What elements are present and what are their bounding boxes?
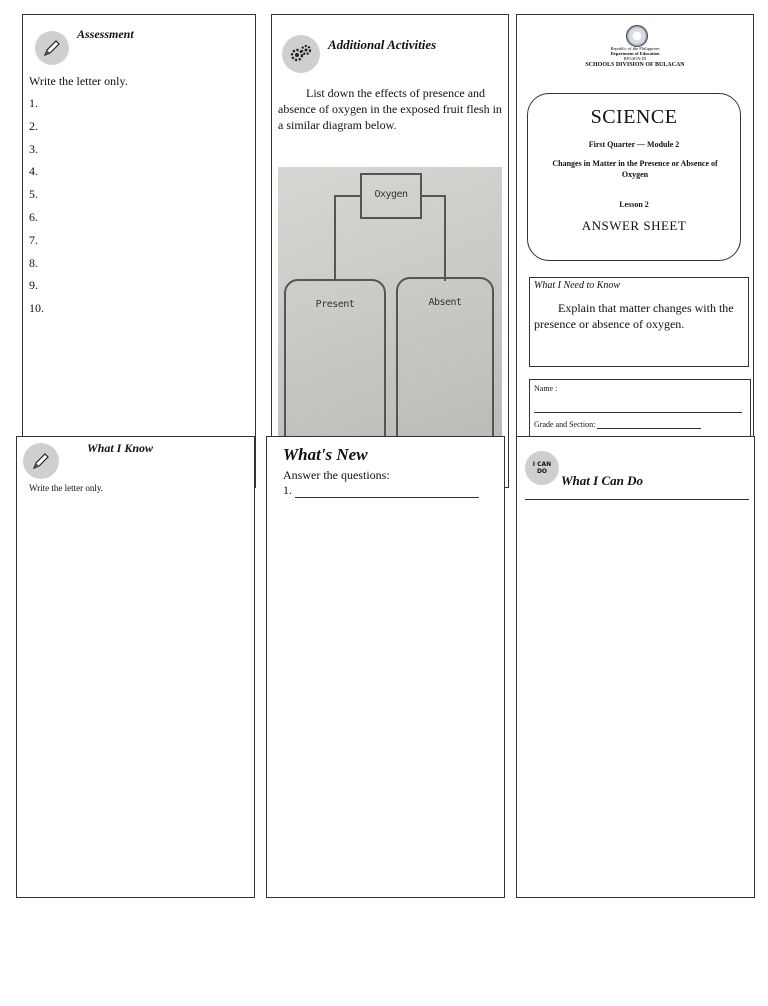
answer-item-6[interactable]: 6. bbox=[29, 209, 38, 224]
name-field[interactable] bbox=[534, 400, 742, 413]
answer-item-8[interactable]: 8. bbox=[29, 255, 38, 270]
title-card bbox=[527, 93, 741, 261]
whats-new-instruction: Answer the questions: bbox=[283, 468, 390, 482]
what-i-know-panel bbox=[16, 436, 255, 898]
assessment-answer-list bbox=[29, 95, 44, 323]
diagram-connector bbox=[422, 195, 446, 197]
gears-icon bbox=[282, 35, 320, 73]
answer-item-1[interactable]: 1. bbox=[29, 96, 38, 110]
cover-panel bbox=[516, 14, 754, 464]
additional-activities-title: Additional Activities bbox=[328, 37, 437, 52]
pencil-icon bbox=[23, 443, 59, 479]
deped-seal-icon bbox=[626, 25, 648, 47]
module-title: Changes in Matter in the Presence or Absence of Oxygen bbox=[552, 159, 718, 179]
what-i-can-do-answer-box[interactable] bbox=[525, 499, 749, 502]
grade-section-label: Grade and Section: bbox=[534, 420, 701, 429]
assessment-panel bbox=[22, 14, 256, 488]
seal-line-3: REGION III bbox=[623, 56, 647, 61]
assessment-instruction: Write the letter only. bbox=[29, 74, 128, 88]
what-i-know-instruction: Write the letter only. bbox=[29, 483, 104, 493]
what-i-know-title: What I Know bbox=[87, 441, 154, 455]
answer-item-9[interactable]: 9. bbox=[29, 278, 38, 293]
diagram-present-box: Present bbox=[284, 279, 386, 451]
answer-item-4[interactable]: 4. bbox=[29, 164, 38, 179]
subject-title: SCIENCE bbox=[590, 106, 678, 128]
quarter-module: First Quarter — Module 2 bbox=[588, 140, 680, 149]
pencil-icon bbox=[35, 31, 69, 65]
whats-new-item-1: 1. bbox=[283, 483, 479, 498]
whats-new-answer-field[interactable] bbox=[295, 485, 479, 498]
diagram-absent-box: Absent bbox=[396, 277, 494, 449]
answer-item-2[interactable]: 2. bbox=[29, 118, 38, 133]
diagram-oxygen-box: Oxygen bbox=[360, 173, 422, 219]
answer-item-7[interactable]: 7. bbox=[29, 232, 38, 247]
diagram-photo bbox=[278, 167, 502, 457]
what-i-can-do-title: What I Can Do bbox=[561, 473, 643, 488]
diagram-connector bbox=[444, 195, 446, 281]
seal-line-2: Department of Education bbox=[610, 51, 660, 56]
whats-new-panel bbox=[266, 436, 505, 898]
diagram-connector bbox=[334, 195, 360, 197]
assessment-title: Assessment bbox=[77, 27, 134, 41]
answer-sheet-title: ANSWER SHEET bbox=[581, 218, 687, 233]
need-to-know-text: Explain that matter changes with the presence or absence of oxygen. bbox=[534, 301, 734, 331]
lesson-label: Lesson 2 bbox=[619, 200, 649, 209]
grade-section-field[interactable] bbox=[597, 420, 701, 429]
i-can-do-icon: I CAN DO bbox=[525, 451, 559, 485]
need-to-know-title: What I Need to Know bbox=[534, 280, 621, 291]
diagram-connector bbox=[334, 195, 336, 281]
answer-item-10[interactable]: 10. bbox=[29, 301, 44, 316]
what-i-can-do-panel bbox=[516, 436, 755, 898]
answer-item-5[interactable]: 5. bbox=[29, 187, 38, 202]
seal-line-1: Republic of the Philippines bbox=[610, 46, 660, 51]
whats-new-title: What's New bbox=[283, 445, 368, 464]
name-label: Name : bbox=[534, 384, 558, 393]
seal-line-4: SCHOOLS DIVISION OF BULACAN bbox=[585, 62, 685, 68]
additional-activities-paragraph: List down the effects of presence and absence of oxygen in the exposed fruit flesh in a similar diagram below. bbox=[278, 86, 502, 132]
need-to-know-box bbox=[529, 277, 749, 367]
additional-activities-panel bbox=[271, 14, 509, 488]
answer-item-3[interactable]: 3. bbox=[29, 141, 38, 156]
